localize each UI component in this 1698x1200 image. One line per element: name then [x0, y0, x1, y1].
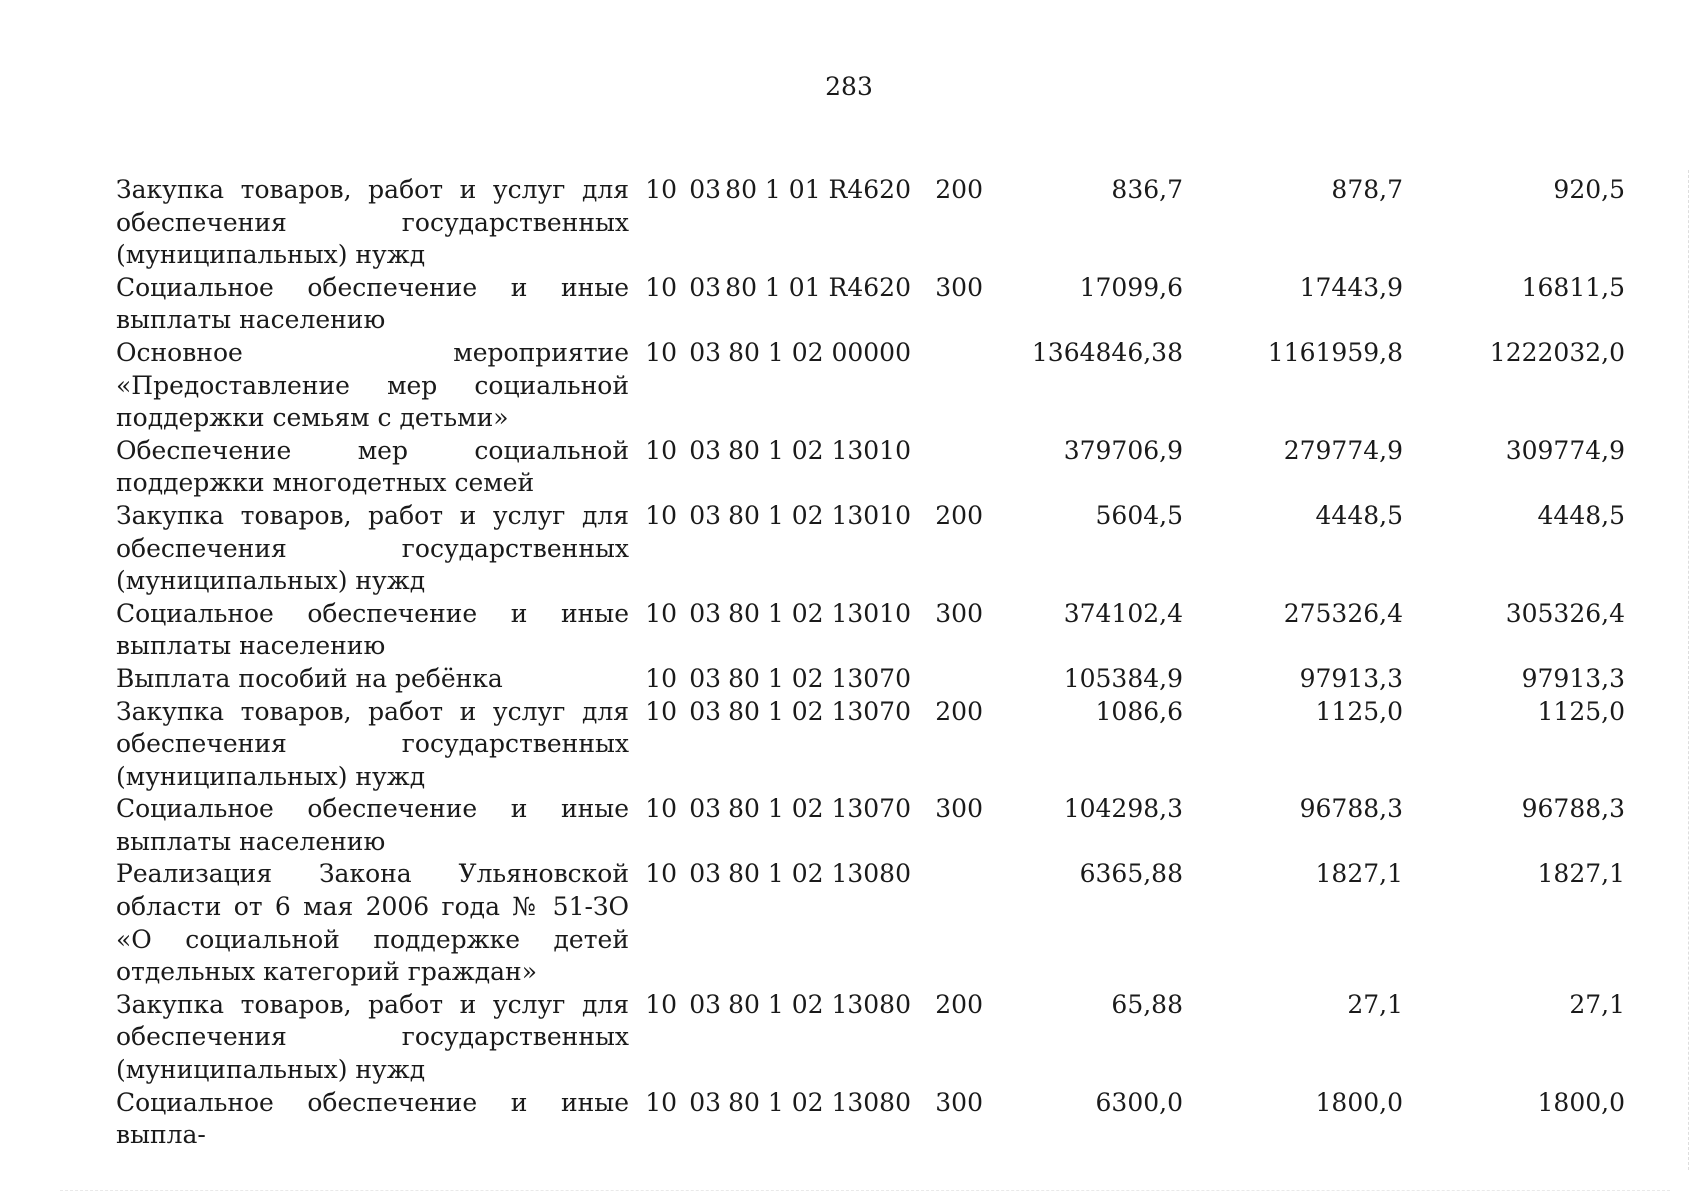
- amount-year-2: 4448,5: [1315, 500, 1403, 530]
- row-description: Закупка товаров, работ и услуг для обеспечения государственных (муниципальных) нужд: [116, 175, 629, 270]
- amount-year-1: 379706,9: [1063, 435, 1183, 465]
- subsection-code: 03: [689, 598, 721, 628]
- amount-year-1: 17099,6: [1079, 272, 1183, 302]
- section-code: 10: [645, 500, 677, 530]
- row-description: Социальное обеспечение и иные выплаты населению: [116, 794, 629, 856]
- table-row: [116, 989, 1661, 1087]
- section-code: 10: [645, 663, 677, 693]
- amount-year-2: 1161959,8: [1267, 337, 1403, 367]
- row-description: Закупка товаров, работ и услуг для обеспечения государственных (муниципальных) нужд: [116, 989, 629, 1085]
- target-item-code: 80 1 02 13070: [728, 663, 911, 693]
- amount-year-1: 1364846,38: [1031, 337, 1183, 367]
- amount-year-3: 4448,5: [1537, 500, 1625, 530]
- subsection-code: 03: [689, 663, 721, 693]
- expense-type-code: 200: [935, 175, 983, 204]
- section-code: 10: [645, 1087, 677, 1117]
- target-item-code: 80 1 01 R4620: [725, 272, 911, 302]
- subsection-code: 03: [689, 337, 721, 367]
- expense-type-code: 300: [935, 272, 983, 302]
- amount-year-1: 836,7: [1111, 175, 1183, 204]
- amount-year-1: 6365,88: [1079, 859, 1183, 889]
- amount-year-1: 65,88: [1111, 989, 1183, 1019]
- target-item-code: 80 1 02 13080: [728, 859, 911, 889]
- section-code: 10: [645, 859, 677, 889]
- expense-type-code: 300: [935, 598, 983, 628]
- table-row: [116, 174, 1661, 272]
- amount-year-3: 16811,5: [1521, 272, 1625, 302]
- budget-table: [116, 174, 1661, 1152]
- target-item-code: 80 1 02 00000: [728, 337, 911, 367]
- table-row: [116, 858, 1661, 988]
- subsection-code: 03: [689, 175, 721, 204]
- subsection-code: 03: [689, 1087, 721, 1117]
- expense-type-code: 200: [935, 500, 983, 530]
- expense-type-code: [915, 663, 983, 696]
- amount-year-2: 1827,1: [1315, 859, 1403, 889]
- target-item-code: 80 1 02 13070: [728, 696, 911, 726]
- row-description: Реализация Закона Ульяновской области от 6 мая 2006 года № 51-ЗО «О социальной поддержке детей отдельных категорий граждан»: [116, 859, 629, 987]
- amount-year-2: 275326,4: [1283, 598, 1403, 628]
- row-description: Закупка товаров, работ и услуг для обеспечения государственных (муниципальных) нужд: [116, 696, 629, 791]
- amount-year-1: 105384,9: [1063, 663, 1183, 693]
- expense-type-code: [915, 435, 983, 500]
- section-code: 10: [645, 696, 677, 726]
- target-item-code: 80 1 02 13010: [728, 500, 911, 530]
- table-row: [116, 337, 1661, 435]
- table-row: [116, 663, 1661, 696]
- row-description: Закупка товаров, работ и услуг для обеспечения государственных (муниципальных) нужд: [116, 500, 629, 596]
- target-item-code: 80 1 02 13080: [728, 1087, 911, 1117]
- page-number: 283: [825, 72, 873, 101]
- expense-type-code: 200: [935, 989, 983, 1019]
- subsection-code: 03: [689, 272, 721, 302]
- target-item-code: 80 1 02 13070: [728, 794, 911, 824]
- amount-year-3: 97913,3: [1521, 663, 1625, 693]
- target-item-code: 80 1 01 R4620: [725, 175, 911, 204]
- section-code: 10: [645, 794, 677, 824]
- target-item-code: 80 1 02 13010: [728, 598, 911, 628]
- amount-year-1: 5604,5: [1095, 500, 1183, 530]
- amount-year-1: 374102,4: [1063, 598, 1183, 628]
- section-code: 10: [645, 435, 677, 465]
- subsection-code: 03: [689, 794, 721, 824]
- amount-year-1: 1086,6: [1095, 696, 1183, 726]
- amount-year-2: 1125,0: [1315, 696, 1403, 726]
- amount-year-3: 1800,0: [1537, 1087, 1625, 1117]
- subsection-code: 03: [689, 696, 721, 726]
- expense-type-code: 300: [935, 794, 983, 824]
- section-code: 10: [645, 598, 677, 628]
- amount-year-3: 27,1: [1569, 989, 1625, 1019]
- amount-year-3: 305326,4: [1505, 598, 1625, 628]
- table-row: [116, 598, 1661, 663]
- expense-type-code: [915, 858, 983, 988]
- table-row: [116, 793, 1661, 858]
- amount-year-3: 309774,9: [1505, 435, 1625, 465]
- subsection-code: 03: [689, 859, 721, 889]
- amount-year-2: 1800,0: [1315, 1087, 1403, 1117]
- section-code: 10: [645, 989, 677, 1019]
- row-description: Социальное обеспечение и иные выпла-: [116, 1087, 629, 1150]
- amount-year-3: 920,5: [1553, 175, 1625, 204]
- amount-year-3: 1125,0: [1537, 696, 1625, 726]
- scan-edge-line: [1688, 170, 1690, 1170]
- section-code: 10: [645, 337, 677, 367]
- scan-bottom-line: [60, 1190, 1670, 1192]
- target-item-code: 80 1 02 13080: [728, 989, 911, 1019]
- amount-year-2: 96788,3: [1299, 794, 1403, 824]
- section-code: 10: [645, 175, 677, 204]
- expense-type-code: 300: [935, 1087, 983, 1117]
- amount-year-2: 27,1: [1347, 989, 1403, 1019]
- subsection-code: 03: [689, 435, 721, 465]
- table-row: [116, 272, 1661, 337]
- target-item-code: 80 1 02 13010: [728, 435, 911, 465]
- amount-year-2: 878,7: [1331, 175, 1403, 204]
- amount-year-3: 96788,3: [1521, 794, 1625, 824]
- section-code: 10: [645, 272, 677, 302]
- row-description: Социальное обеспечение и иные выплаты населению: [116, 598, 629, 661]
- amount-year-2: 97913,3: [1299, 663, 1403, 693]
- table-row: [116, 696, 1661, 794]
- amount-year-1: 6300,0: [1095, 1087, 1183, 1117]
- expense-type-code: 200: [935, 696, 983, 726]
- table-row: [116, 435, 1661, 500]
- row-description: Обеспечение мер социальной поддержки многодетных семей: [116, 435, 629, 498]
- table-row: [116, 500, 1661, 598]
- row-description: Основное мероприятие «Предоставление мер социальной поддержки семьям с детьми»: [116, 337, 629, 433]
- subsection-code: 03: [689, 500, 721, 530]
- budget-table-body: [116, 174, 1661, 1152]
- amount-year-3: 1827,1: [1537, 859, 1625, 889]
- subsection-code: 03: [689, 989, 721, 1019]
- row-description: Социальное обеспечение и иные выплаты населению: [116, 272, 629, 335]
- row-description: Выплата пособий на ребёнка: [116, 663, 503, 693]
- amount-year-2: 279774,9: [1283, 435, 1403, 465]
- amount-year-2: 17443,9: [1299, 272, 1403, 302]
- amount-year-1: 104298,3: [1063, 794, 1183, 824]
- amount-year-3: 1222032,0: [1489, 337, 1625, 367]
- table-row: [116, 1087, 1661, 1152]
- expense-type-code: [915, 337, 983, 435]
